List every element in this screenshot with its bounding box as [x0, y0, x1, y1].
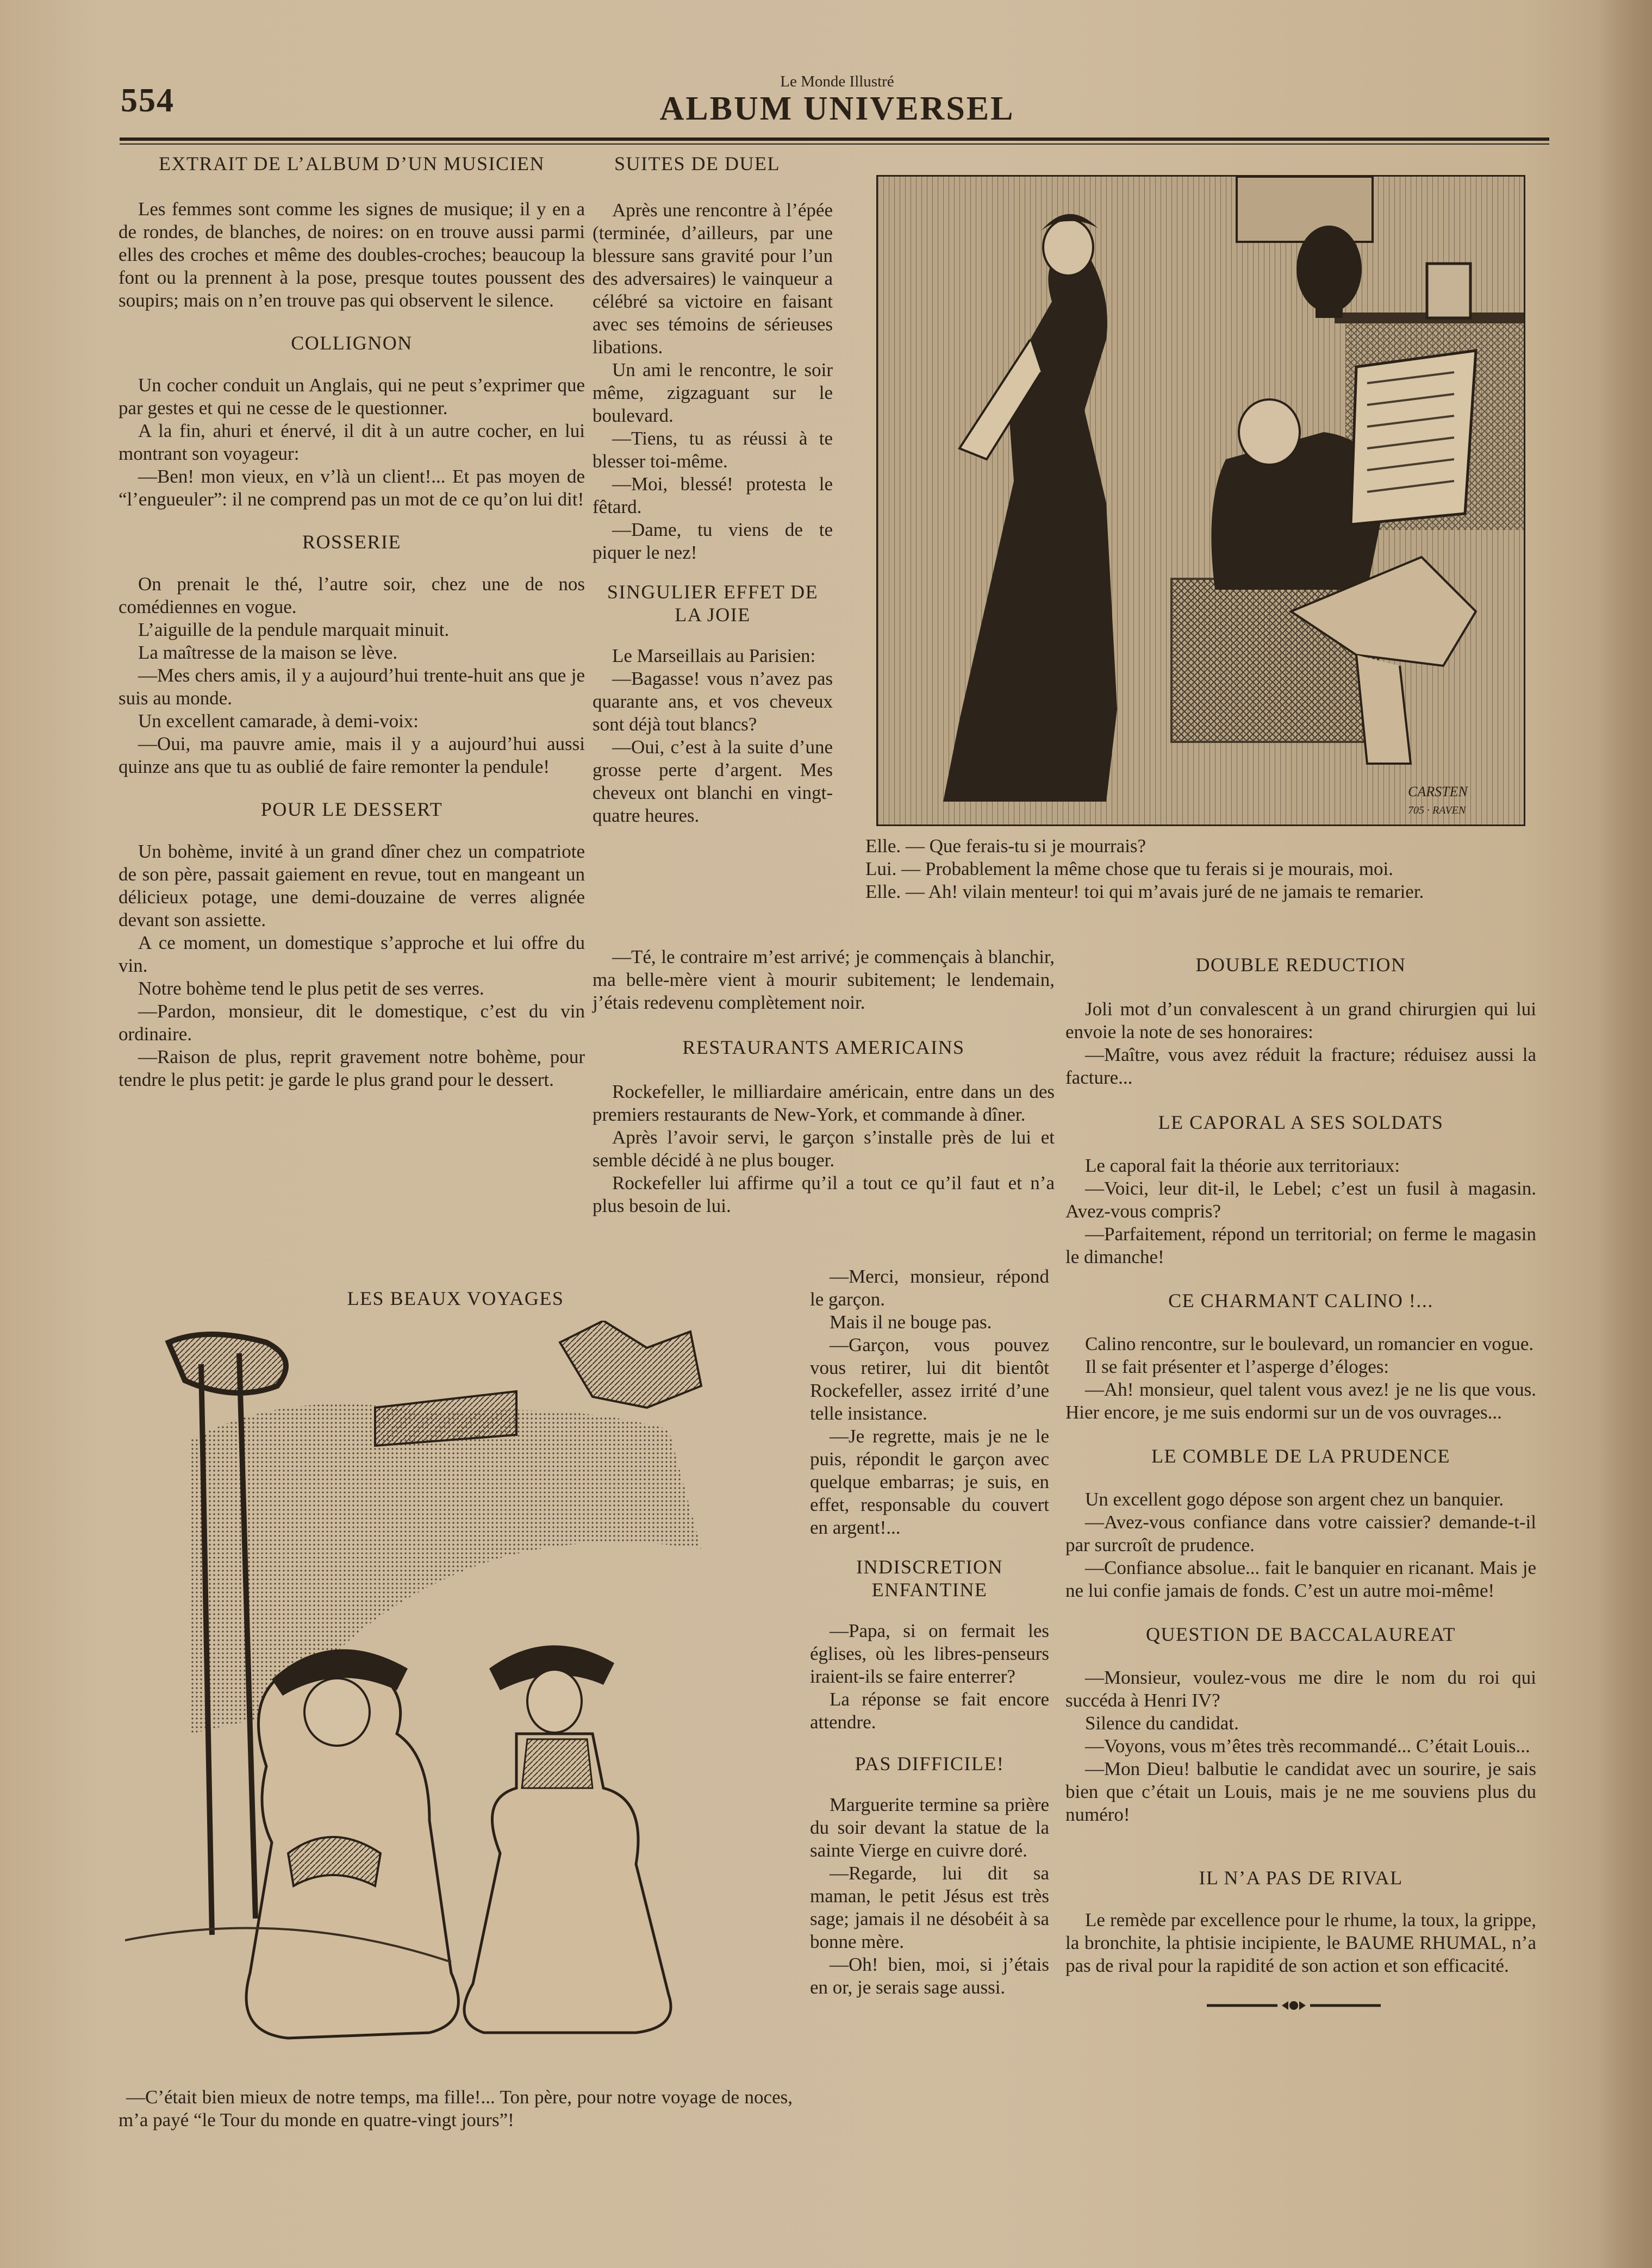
article-paragraph: Un bohème, invité à un grand dîner chez un compatriote de son père, passait gaiement en revue, tout en mangeant un délicieux potage, une demi-douzaine de verres alignée devant son assiette. — [119, 841, 585, 930]
article-paragraph: A la fin, ahuri et énervé, il dit à un autre cocher, en lui montrant son voyageur: — [119, 420, 585, 464]
article-paragraph: —Confiance absolue... fait le banquier en ricanant. Mais je ne lui confie jamais de fonds. C’est un autre moi-même! — [1065, 1557, 1536, 1601]
article-paragraph: —Avez-vous confiance dans votre caissier? demande-t-il par surcroît de prudence. — [1065, 1511, 1536, 1555]
article-paragraph: Un ami le rencontre, le soir même, zigzaguant sur le boulevard. — [593, 359, 833, 426]
column-4 — [1065, 953, 1536, 1977]
illustrator-signature-sub: 705 · RAVEN — [1408, 804, 1466, 816]
article-paragraph: —Je regrette, mais je ne le puis, répondit le garçon avec quelque embarras; je suis, en effet, responsable du couvert en argent!... — [810, 1426, 1049, 1538]
page-number: 554 — [121, 82, 174, 119]
header-rule — [120, 138, 1549, 141]
caption-line: —C’était bien mieux de notre temps, ma fille!... Ton père, pour notre voyage de noces, m’a payé “le Tour du monde en quatre-vingt jours”! — [119, 2086, 793, 2130]
article-paragraph: —Merci, monsieur, répond le garçon. — [810, 1266, 1049, 1310]
article-paragraph: Un excellent camarade, à demi-voix: — [138, 710, 419, 732]
article-paragraph: Les femmes sont comme les signes de musique; il y en a de rondes, de blanches, de noires: on en trouve aussi parmi elles des croches et même des doubles-croches; beaucoup la font ou la prennent à la pose, presque toutes poussent des soupirs; mais on n’en trouve pas qui observent le silence. — [119, 198, 585, 311]
article-paragraph: —Voici, leur dit-il, le Lebel; c’est un fusil à magasin. Avez-vous compris? — [1065, 1178, 1536, 1222]
article-paragraph: Le Marseillais au Parisien: — [612, 645, 816, 666]
article-paragraph: —Pardon, monsieur, dit le domestique, c’est du vin ordinaire. — [119, 1001, 585, 1045]
caption-line: Elle. — Que ferais-tu si je mourrais? — [865, 835, 1146, 857]
illustration-couple-parlor — [876, 175, 1525, 826]
article-paragraph: Notre bohème tend le plus petit de ses verres. — [138, 978, 484, 999]
article-paragraph: —Té, le contraire m’est arrivé; je commençais à blanchir, ma belle-mère vient à mourir subitement; le lendemain, j’étais redevenu complètement noir. — [593, 946, 1055, 1013]
ornament-divider — [1201, 1999, 1386, 2012]
article-paragraph: Un cocher conduit un Anglais, qui ne peut s’exprimer que par gestes et qui ne cesse de le questionner. — [119, 374, 585, 418]
article-paragraph: —Ah! monsieur, quel talent vous avez! je ne lis que vous. Hier encore, je me suis endormi sur un de vos ouvrages... — [1065, 1379, 1536, 1423]
article-paragraph: Le caporal fait la théorie aux territoriaux: — [1085, 1155, 1400, 1176]
article-paragraph: Rockefeller lui affirme qu’il a tout ce qu’il faut et n’a plus besoin de lui. — [593, 1172, 1055, 1216]
article-title: SUITES DE DUEL — [614, 153, 780, 174]
article-paragraph: Mais il ne bouge pas. — [830, 1311, 992, 1333]
column-2 — [593, 152, 833, 827]
article-title: CE CHARMANT CALINO !... — [1168, 1290, 1433, 1311]
article-paragraph: —Parfaitement, répond un territorial; on ferme le magasin le dimanche! — [1065, 1223, 1536, 1267]
page-binding-edge — [1600, 0, 1652, 2268]
article-paragraph: Joli mot d’un convalescent à un grand chirurgien qui lui envoie la note de ses honoraires: — [1065, 998, 1536, 1042]
article-paragraph: La maîtresse de la maison se lève. — [138, 642, 398, 663]
masthead: ALBUM UNIVERSEL — [659, 90, 1015, 127]
article-paragraph: —Mes chers amis, il y a aujourd’hui trente-huit ans que je suis au monde. — [119, 665, 585, 709]
article-paragraph: On prenait le thé, l’autre soir, chez une de nos comédiennes en vogue. — [119, 573, 585, 617]
article-title: DOUBLE REDUCTION — [1195, 954, 1406, 976]
article-title: POUR LE DESSERT — [260, 798, 443, 820]
article-title: RESTAURANTS AMERICAINS — [682, 1036, 965, 1058]
article-paragraph: Le remède par excellence pour le rhume, la toux, la grippe, la bronchite, la phtisie incipiente, le BAUME RHUMAL, n’a pas de rival pour la rapidité de son action et son efficacité. — [1065, 1909, 1536, 1976]
illustration-title: LES BEAUX VOYAGES — [347, 1288, 564, 1309]
caption-line: Lui. — Probablement la même chose que tu ferais si je mourais, moi. — [865, 858, 1394, 879]
column-3 — [810, 1265, 1049, 1999]
article-paragraph: Calino rencontre, sur le boulevard, un romancier en vogue. — [1085, 1333, 1534, 1354]
article-paragraph: Marguerite termine sa prière du soir devant la statue de la sainte Vierge en cuivre doré. — [810, 1794, 1049, 1861]
article-title: QUESTION DE BACCALAUREAT — [1146, 1623, 1456, 1645]
article-paragraph: —Bagasse! vous n’avez pas quarante ans, et vos cheveux sont déjà tout blancs? — [593, 668, 833, 735]
article-title: PAS DIFFICILE! — [855, 1753, 1005, 1775]
article-paragraph: —Mon Dieu! balbutie le candidat avec un sourire, je sais bien que c’était un Louis, mais je ne me souviens plus du numéro! — [1065, 1758, 1536, 1825]
column-1 — [119, 152, 585, 1091]
article-paragraph: —Oui, ma pauvre amie, mais il y a aujourd’hui aussi quinze ans que tu as oublié de faire remonter la pendule! — [119, 733, 585, 777]
article-paragraph: Rockefeller, le milliardaire américain, entre dans un des premiers restaurants de New-York, et commande à dîner. — [593, 1081, 1055, 1125]
top-illustration-caption — [865, 835, 1545, 903]
article-paragraph: —Oui, c’est à la suite d’une grosse perte d’argent. Mes cheveux ont blanchi en vingt-quatre heures. — [593, 736, 833, 826]
bottom-illustration-caption — [119, 2086, 793, 2132]
article-title: ROSSERIE — [302, 531, 402, 553]
article-title: LE CAPORAL A SES SOLDATS — [1158, 1111, 1444, 1133]
article-paragraph: A ce moment, un domestique s’approche et lui offre du vin. — [119, 932, 585, 976]
article-paragraph: La réponse se fait encore attendre. — [810, 1689, 1049, 1733]
article-title: EXTRAIT DE L’ALBUM D’UN MUSICIEN — [159, 153, 545, 174]
article-paragraph: L’aiguille de la pendule marquait minuit. — [138, 619, 450, 640]
article-paragraph: —Ben! mon vieux, en v’là un client!... Et pas moyen de “l’engueuler”: il ne comprend pas un mot de ce qu’on lui dit! — [119, 466, 585, 510]
article-title: IL N’A PAS DE RIVAL — [1199, 1867, 1403, 1889]
article-paragraph: —Garçon, vous pouvez vous retirer, lui dit bientôt Rockefeller, assez irrité d’une telle insistance. — [810, 1334, 1049, 1424]
article-title: LE COMBLE DE LA PRUDENCE — [1151, 1445, 1450, 1467]
article-paragraph: —Voyons, vous m’êtes très recommandé... C’était Louis... — [1085, 1735, 1530, 1757]
article-paragraph: —Raison de plus, reprit gravement notre bohème, pour tendre le plus petit: je garde le plus grand pour le dessert. — [119, 1046, 585, 1090]
article-paragraph: Il se fait présenter et l’asperge d’éloges: — [1085, 1356, 1389, 1377]
article-paragraph: —Dame, tu viens de te piquer le nez! — [593, 519, 833, 563]
caption-line: Elle. — Ah! vilain menteur! toi qui m’avais juré de ne jamais te remarier. — [865, 881, 1424, 902]
illustration-two-women — [125, 1321, 799, 2044]
illustrator-signature: CARSTEN — [1408, 784, 1468, 799]
article-paragraph: Après une rencontre à l’épée (terminée, d’ailleurs, par une blessure sans gravité pour l’un des adversaires) le vainqueur a célébré sa victoire en faisant avec ses témoins de sérieuses libations. — [593, 199, 833, 358]
article-paragraph: —Regarde, lui dit sa maman, le petit Jésus est très sage; jamais il ne désobéit à sa bonne mère. — [810, 1863, 1049, 1952]
article-paragraph: —Papa, si on fermait les églises, où les libres-penseurs iraient-ils se faire enterrer? — [810, 1620, 1049, 1687]
article-title: INDISCRETION ENFANTINE — [856, 1556, 1003, 1601]
article-title: SINGULIER EFFET DE LA JOIE — [607, 581, 819, 626]
article-paragraph: Après l’avoir servi, le garçon s’installe près de lui et semble décidé à ne plus bouger. — [593, 1127, 1055, 1171]
couple-parlor-drawing — [878, 177, 1524, 824]
article-paragraph: —Monsieur, voulez-vous me dire le nom du roi qui succéda à Henri IV? — [1065, 1667, 1536, 1711]
article-paragraph: —Oh! bien, moi, si j’étais en or, je serais sage aussi. — [810, 1954, 1049, 1998]
article-paragraph: —Moi, blessé! protesta le fêtard. — [593, 473, 833, 517]
wide-middle-block — [593, 946, 1055, 1217]
article-paragraph: Silence du candidat. — [1085, 1713, 1239, 1734]
article-paragraph: —Tiens, tu as réussi à te blesser toi-même. — [593, 428, 833, 472]
two-women-drawing — [125, 1321, 799, 2044]
article-paragraph: —Maître, vous avez réduit la fracture; réduisez aussi la facture... — [1065, 1044, 1536, 1088]
article-paragraph: Un excellent gogo dépose son argent chez un banquier. — [1085, 1489, 1504, 1510]
publication-name: Le Monde Illustré — [780, 73, 894, 90]
article-title: COLLIGNON — [291, 332, 413, 354]
header-rule-thin — [120, 143, 1549, 145]
